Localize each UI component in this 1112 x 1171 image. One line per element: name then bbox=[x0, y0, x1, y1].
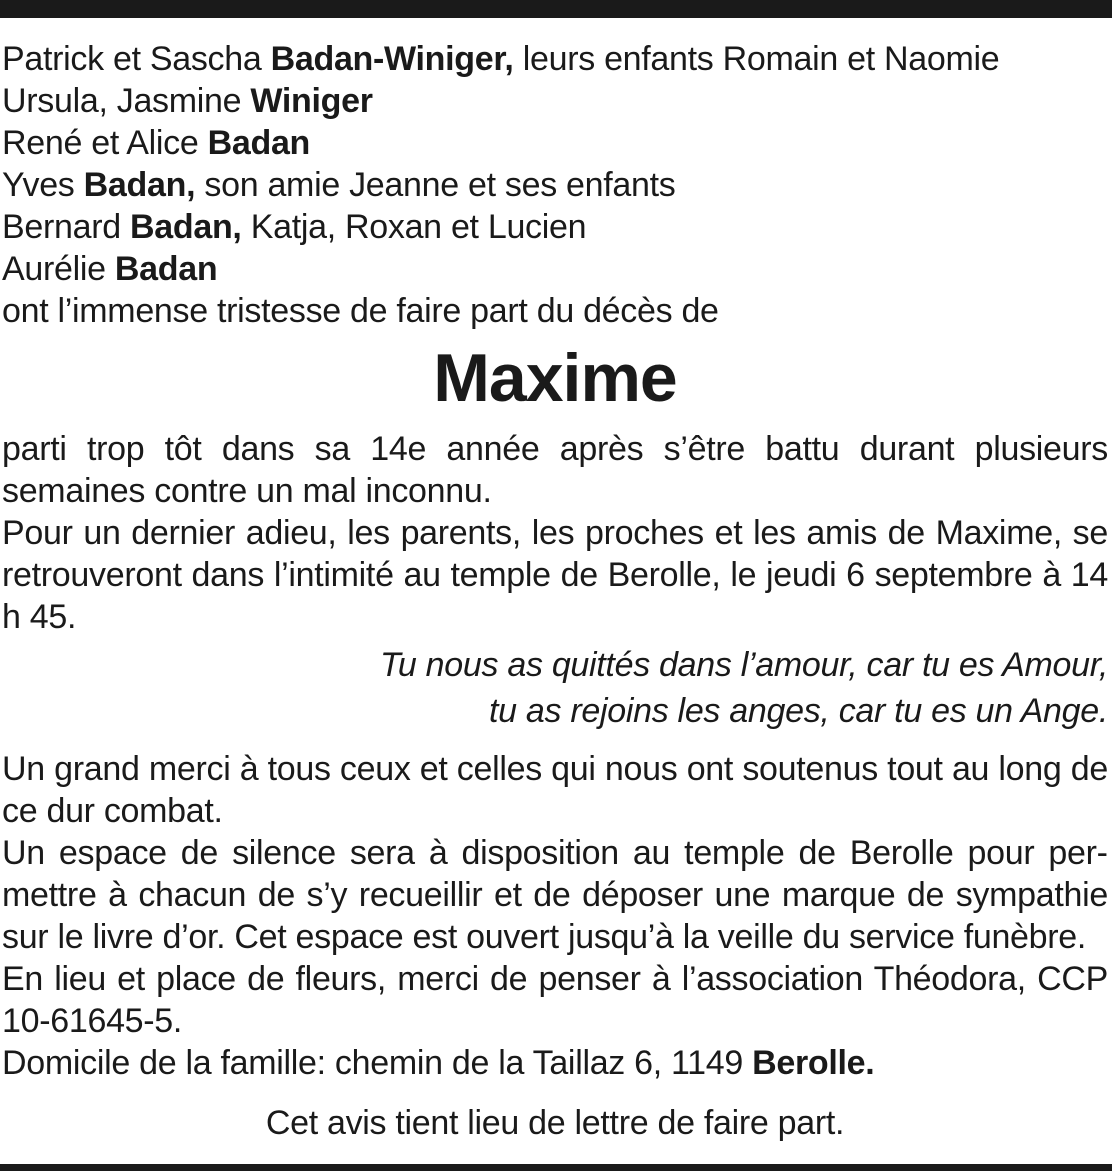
family-line: Bernard Badan, Katja, Roxan et Lucien bbox=[2, 208, 587, 246]
bottom-rule bbox=[0, 1164, 1112, 1171]
footer-note: Cet avis tient lieu de lettre de faire part. bbox=[265, 1104, 845, 1142]
paragraph-silence-space: Un espace de silence sera à disposition au temple de Berolle pour permettre à chacun de s’y recueillir et de déposer une marque de sympathie sur le livre d’or. Cet espace est ouvert jusqu’à la veille du service funèbre. bbox=[2, 834, 1108, 956]
deceased-name: Maxime bbox=[433, 340, 677, 416]
top-rule bbox=[0, 0, 1112, 18]
paragraph-illness: parti trop tôt dans sa 14e année après s’être battu durant plusieurs semaines contre un mal inconnu. bbox=[2, 430, 1108, 510]
paragraph-thanks: Un grand merci à tous ceux et celles qui nous ont soutenus tout au long de ce dur combat. bbox=[2, 750, 1108, 830]
family-line: René et Alice Badan bbox=[2, 124, 311, 162]
paragraph-service: Pour un dernier adieu, les parents, les proches et les amis de Maxime, se retrouveront dans l’intimité au temple de Berolle, le jeudi 6 septembre à 14 h 45. bbox=[2, 514, 1108, 636]
family-line: Yves Badan, son amie Jeanne et ses enfants bbox=[2, 166, 676, 204]
announcement-text: ont l’immense tristesse de faire part du décès de bbox=[2, 292, 719, 330]
poem bbox=[2, 642, 1108, 734]
family-domicile: Domicile de la famille: chemin de la Taillaz 6, 1149 Berolle. bbox=[2, 1044, 875, 1082]
family-line: Ursula, Jasmine Winiger bbox=[2, 82, 373, 120]
family-line: Patrick et Sascha Badan-Winiger, leurs enfants Romain et Naomie bbox=[2, 40, 1000, 78]
obituary-notice bbox=[2, 38, 1108, 1144]
poem-line: tu as rejoins les anges, car tu es un Ange. bbox=[489, 692, 1108, 730]
paragraph-donation: En lieu et place de fleurs, merci de penser à l’association Théodora, CCP 10-61645-5. bbox=[2, 960, 1108, 1040]
family-list bbox=[2, 38, 1108, 332]
family-line: Aurélie Badan bbox=[2, 250, 218, 288]
poem-line: Tu nous as quittés dans l’amour, car tu es Amour, bbox=[379, 646, 1108, 684]
